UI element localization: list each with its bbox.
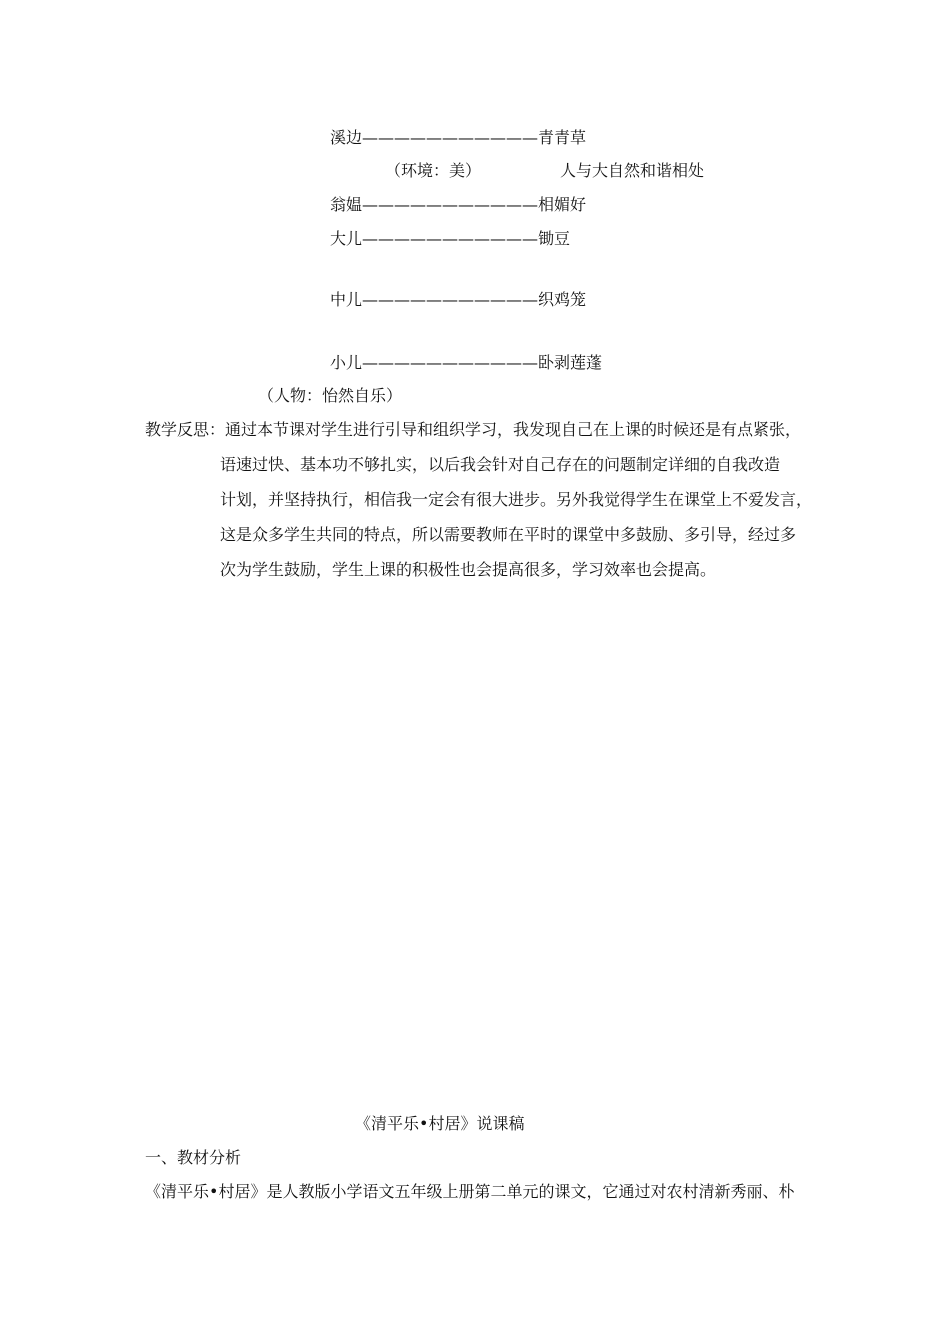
reflection-line-5: 次为学生鼓励，学生上课的积极性也会提高很多，学习效率也会提高。 — [220, 560, 717, 579]
board-env-result: 人与大自然和谐相处 — [560, 161, 705, 180]
reflection-line-4: 这是众多学生共同的特点，所以需要教师在平时的课堂中多鼓励、多引导，经过多 — [220, 525, 797, 544]
board-line-youngest-son: 小儿———————————卧剥莲蓬 — [330, 353, 603, 372]
reflection-body — [220, 447, 815, 587]
board-people-label: （人物：怡然自乐） — [258, 386, 403, 405]
reflection-line-3: 计划，并坚持执行，相信我一定会有很大进步。另外我觉得学生在课堂上不爱发言， — [220, 490, 813, 509]
reflection-line-1: 通过本节课对学生进行引导和组织学习，我发现自己在上课的时候还是有点紧张， — [225, 420, 802, 439]
next-doc-paragraph: 《清平乐•村居》是人教版小学语文五年级上册第二单元的课文，它通过对农村清新秀丽、朴 — [145, 1182, 795, 1201]
reflection-line-2: 语速过快、基本功不够扎实，以后我会针对自己存在的问题制定详细的自我改造 — [220, 455, 781, 474]
board-line-middle-son: 中儿———————————织鸡笼 — [330, 290, 587, 309]
board-line-elders: 翁媪———————————相媚好 — [330, 195, 587, 214]
next-doc-title: 《清平乐•村居》说课稿 — [355, 1114, 525, 1133]
board-line-stream: 溪边———————————青青草 — [330, 128, 587, 147]
reflection-label: 教学反思： — [145, 420, 226, 439]
teaching-reflection — [145, 412, 815, 587]
board-line-eldest-son: 大儿———————————锄豆 — [330, 229, 571, 248]
next-doc-section-heading: 一、教材分析 — [145, 1148, 242, 1167]
board-env-label: （环境：美） — [385, 161, 482, 180]
